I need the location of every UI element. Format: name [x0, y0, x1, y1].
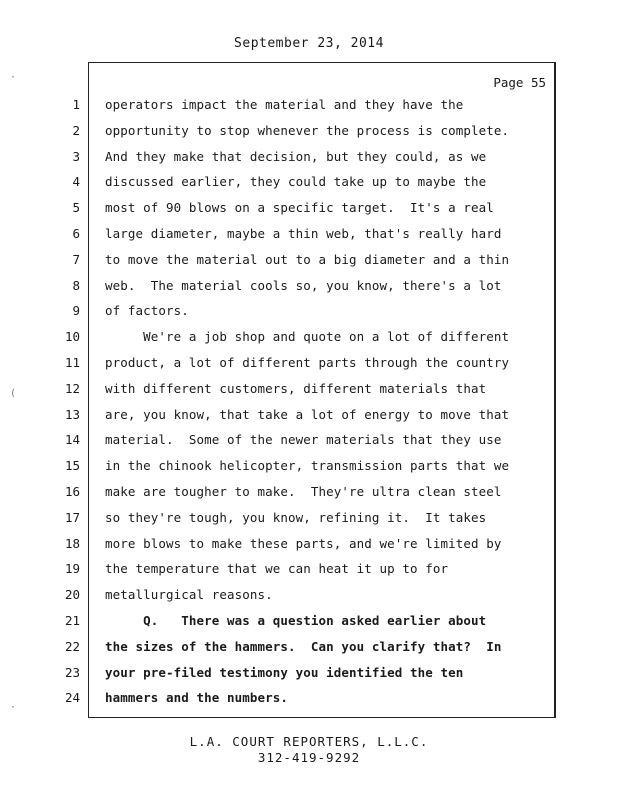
margin-mark: ( — [10, 388, 17, 399]
line-text: web. The material cools so, you know, there's a lot — [105, 278, 502, 293]
line-number: 9 — [72, 303, 80, 318]
footer-company: L.A. COURT REPORTERS, L.L.C. — [189, 734, 429, 749]
line-number: 16 — [64, 484, 80, 499]
line-text: your pre-filed testimony you identified the ten — [105, 665, 464, 680]
line-text: And they make that decision, but they could, as we — [105, 149, 487, 164]
line-text: product, a lot of different parts through the country — [105, 355, 510, 370]
line-text: We're a job shop and quote on a lot of different — [105, 329, 510, 344]
line-number: 8 — [72, 278, 80, 293]
line-number: 10 — [64, 329, 80, 344]
line-text: so they're tough, you know, refining it. It takes — [105, 510, 487, 525]
line-text: most of 90 blows on a specific target. It's a real — [105, 200, 494, 215]
page-number: Page 55 — [493, 75, 546, 90]
line-number: 13 — [64, 407, 80, 422]
line-text: with different customers, different materials that — [105, 381, 487, 396]
line-text: opportunity to stop whenever the process is complete. — [105, 123, 510, 138]
line-text: metallurgical reasons. — [105, 587, 273, 602]
line-number: 7 — [72, 252, 80, 267]
line-text: Q. There was a question asked earlier about — [105, 613, 487, 628]
line-text: operators impact the material and they have the — [105, 97, 464, 112]
footer-phone: 312-419-9292 — [257, 750, 361, 765]
line-text: material. Some of the newer materials that they use — [105, 432, 502, 447]
line-number: 18 — [64, 536, 80, 551]
line-number: 5 — [72, 200, 80, 215]
line-number: 2 — [72, 123, 80, 138]
line-text: more blows to make these parts, and we're limited by — [105, 536, 502, 551]
line-number: 17 — [64, 510, 80, 525]
header-date: September 23, 2014 — [234, 36, 384, 51]
line-text: discussed earlier, they could take up to maybe the — [105, 174, 487, 189]
line-number: 14 — [64, 432, 80, 447]
line-text: to move the material out to a big diameter and a thin — [105, 252, 510, 267]
margin-mark: · — [10, 72, 17, 83]
line-number: 3 — [72, 149, 80, 164]
line-text: in the chinook helicopter, transmission parts that we — [105, 458, 510, 473]
line-text: of factors. — [105, 303, 189, 318]
line-number: 12 — [64, 381, 80, 396]
line-number: 19 — [64, 561, 80, 576]
line-number: 24 — [64, 690, 80, 705]
line-number: 1 — [72, 97, 80, 112]
line-text: the temperature that we can heat it up to for — [105, 561, 449, 576]
line-text: hammers and the numbers. — [105, 690, 289, 705]
line-number: 4 — [72, 174, 80, 189]
line-number: 22 — [64, 639, 80, 654]
line-number: 21 — [64, 613, 80, 628]
line-number: 23 — [64, 665, 80, 680]
margin-mark: · — [10, 702, 17, 713]
line-number: 6 — [72, 226, 80, 241]
line-text: large diameter, maybe a thin web, that's really hard — [105, 226, 502, 241]
line-text: the sizes of the hammers. Can you clarify that? In — [105, 639, 502, 654]
line-text: are, you know, that take a lot of energy to move that — [105, 407, 510, 422]
line-text: make are tougher to make. They're ultra clean steel — [105, 484, 502, 499]
line-number: 15 — [64, 458, 80, 473]
line-number: 11 — [64, 355, 80, 370]
line-number: 20 — [64, 587, 80, 602]
